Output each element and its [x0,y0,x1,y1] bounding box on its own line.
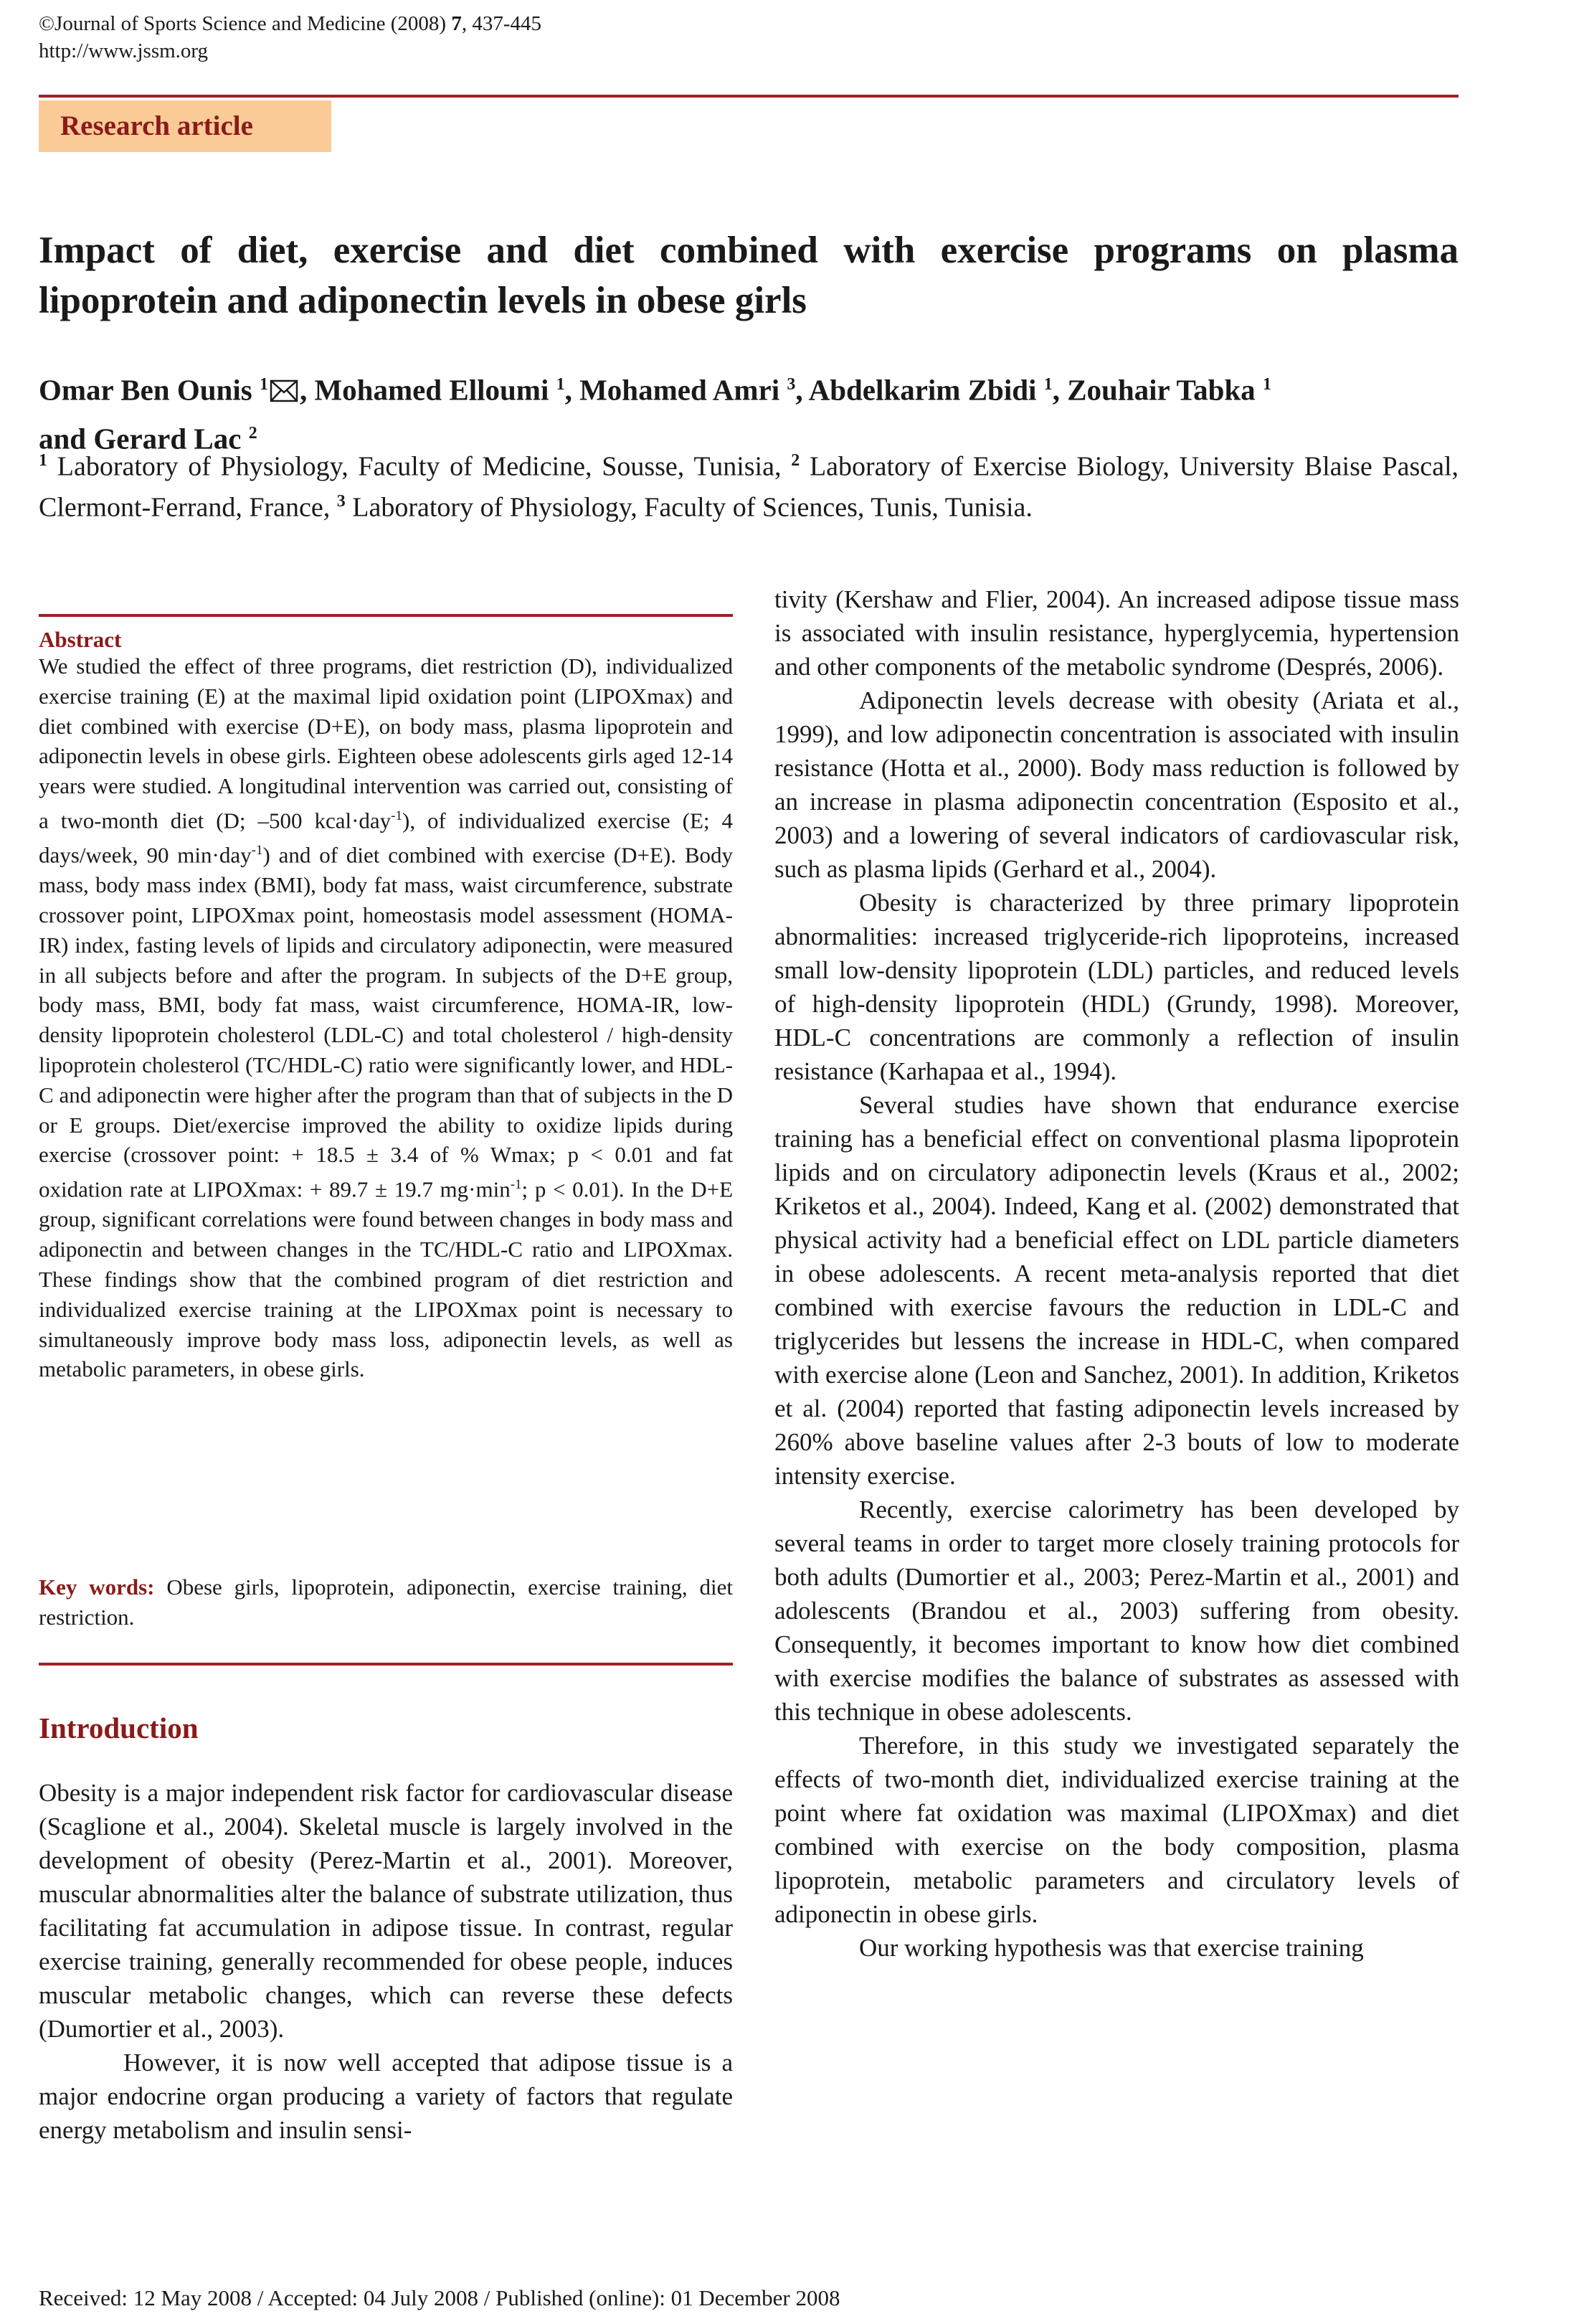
author-affiliation-mark: 3 [787,375,796,394]
paragraph: Several studies have shown that endurance exercise training has a beneficial effect on conventional plasma lipoprotein lipids and on circulatory adiponectin levels (Kraus et al., 2002; Kriketos et al., 2004). Indeed, Kang et al. (2002) demonstrated that physical activity had a beneficial effect on LDL particle diameters in obese adolescents. A recent meta-analysis reported that diet combined with exercise favours the reduction in LDL-C and triglycerides but lessens the increase in HDL-C, when compared with exercise alone (Leon and Sanchez, 2001). In addition, Kriketos et al. (2004) reported that fasting adiponectin levels increased by 260% above baseline values after 2-3 bouts of low to moderate intensity exercise. [774,1091,1459,1490]
author-name: Mohamed Elloumi [314,373,549,407]
author-affiliation-mark: 1 [1262,375,1271,394]
paragraph: Obesity is a major independent risk factor for cardiovascular disease (Scaglione et al., 2004). Skeletal muscle is largely involved in the development of obesity (Perez-Martin et al., 2001). Moreover, muscular abnormalities alter the balance of substrate utilization, thus facilitating fat accumulation in adipose tissue. In contrast, regular exercise training, generally recommended for obese people, induces muscular metabolic changes, which can reverse these defects (Dumortier et al., 2003). [39,1779,733,2043]
paragraph: Recently, exercise calorimetry has been developed by several teams in order to target more closely training protocols for both adults (Dumortier et al., 2003; Perez-Martin et al., 2001) and adolescents (Brandou et al., 2003) suffering from obesity. Consequently, it becomes important to know how diet combined with exercise modifies the balance of substrates as assessed with this technique in obese adolescents. [774,1496,1459,1726]
authors-joiner: and [39,422,87,455]
author-name: Omar Ben Ounis [39,373,252,407]
paragraph: Adiponectin levels decrease with obesity (Ariata et al., 1999), and low adiponectin concentration is associated with insulin resistance (Hotta et al., 2000). Body mass reduction is followed by an increase in plasma adiponectin concentration (Esposito et al., 2003) and a lowering of several indicators of cardiovascular risk, such as plasma lipids (Gerhard et al., 2004). [774,686,1459,883]
paragraph-continuation: tivity (Kershaw and Flier, 2004). An increased adipose tissue mass is associated with insulin resistance, hyperglycemia, hypertension and other components of the metabolic syndrome (Després, 2006). [774,585,1459,681]
introduction-heading: Introduction [39,1711,199,1744]
abstract-top-rule [39,614,733,617]
author-affiliation-mark: 1 [1043,375,1053,394]
journal-url[interactable]: http://www.jssm.org [39,39,209,62]
keywords [39,1572,733,1633]
author-name: Zouhair Tabka [1067,373,1256,407]
affiliation-mark: 2 [791,451,800,470]
journal-header [39,10,541,65]
publication-dates: Received: 12 May 2008 / Accepted: 04 July 2008 / Published (online): 01 December 2008 [39,2285,840,2310]
left-column-body [39,1776,733,2147]
author-list: Omar Ben Ounis $^1$ , Mohamed Elloumi $^1$, Mohamed Amri $^3$, Abdelkarim Zbidi $^1$, Zouhair Tabka $^1$ and Gerard Lac $^2$ [39,373,1271,455]
paragraph: Obesity is characterized by three primary lipoprotein abnormalities: increased triglyceride-rich lipoproteins, increased small low-density lipoprotein (LDL) particles, and reduced levels of high-density lipoprotein (HDL) (Grundy, 1998). Moreover, HDL-C concentrations are commonly a reflection of insulin resistance (Karhapaa et al., 1994). [774,889,1459,1085]
author-name: Gerard Lac [93,422,242,455]
author-affiliation-mark: 2 [248,423,257,443]
article-type-badge: Research article [39,100,331,152]
author-name: Abdelkarim Zbidi [808,373,1037,407]
author-affiliation-mark: 1 [259,375,268,394]
keywords-text: Obese girls, lipoprotein, adiponectin, exercise training, diet restriction. [39,1574,733,1630]
affiliation-text: Laboratory of Physiology, Faculty of Medicine, Sousse, Tunisia, [57,451,782,482]
abstract-bottom-rule [39,1663,733,1666]
right-column-body [774,582,1459,1965]
affiliation-mark: 3 [336,491,346,511]
paragraph: Therefore, in this study we investigated separately the effects of two-month diet, individualized exercise training at the point where fat oxidation was maximal (LIPOXmax) and diet combined with exercise on the body composition, plasma lipoprotein, metabolic parameters and circulatory levels of adiponectin in obese girls. [774,1732,1459,1928]
journal-citation: ©Journal of Sports Science and Medicine (2008) 7, 437-445 [39,12,541,35]
abstract-body: We studied the effect of three programs, diet restriction (D), individualized exercise training (E) at the maximal lipid oxidation point (LIPOXmax) and diet combined with exercise (D+E), on body mass, plasma lipoprotein and adiponectin levels in obese girls. Eighteen obese adolescents girls aged 12-14 years were studied. A longitudinal intervention was carried out, consisting of a two-month diet (D; –500 kcal·day$^{-1}$), of individualized exercise (E; 4 days/week, 90 min·day$^{-1}$) and of diet combined with exercise (D+E). Body mass, body mass index (BMI), body fat mass, waist circumference, substrate crossover point, LIPOXmax point, homeostasis model assessment (HOMA-IR) index, fasting levels of lipids and circulatory adiponectin, were measured in all subjects before and after the program. In subjects of the D+E group, body mass, BMI, body fat mass, waist circumference, HOMA-IR, low-density lipoprotein cholesterol (LDL-C) and total cholesterol / high-density lipoprotein cholesterol (TC/HDL-C) ratio were significantly lower, and HDL-C and adiponectin were higher after the program than that of subjects in the D or E groups. Diet/exercise improved the ability to oxidize lipids during exercise (crossover point: + 18.5 ± 3.4 of % Wmax; p < 0.01 and fat oxidation rate at LIPOXmax: + 89.7 ± 19.7 $mg\cdot\min^{-1}$; p < 0.01). In the D+E group, significant correlations were found between changes in body mass and adiponectin and between changes in the TC/HDL-C ratio and LIPOXmax. These findings show that the combined program of diet restriction and individualized exercise training at the LIPOXmax point is necessary to simultaneously improve body mass loss, adiponectin levels, as well as metabolic parameters, in obese girls. [39,653,733,1382]
paragraph: However, it is now well accepted that adipose tissue is a major endocrine organ producing a variety of factors that regulate energy metabolism and insulin sensi- [39,2049,733,2144]
email-envelope-icon[interactable] [270,373,298,413]
author-name: Mohamed Amri [579,373,780,407]
author-affiliation-mark: 1 [556,375,565,394]
affiliation-mark: 1 [39,451,47,470]
paragraph: Our working hypothesis was that exercise training [859,1934,1364,1962]
affiliation-text: Laboratory of Physiology, Faculty of Sciences, Tunis, Tunisia. [352,492,1033,523]
affiliation-list [39,443,1459,524]
abstract-heading: Abstract [39,627,122,652]
keywords-label: Key words: [39,1574,155,1600]
journal-pages: , 437-445 [461,12,541,35]
header-divider [39,95,1459,98]
affiliation-text: Laboratory of Exercise Biology, University Blaise Pascal, Clermont-Ferrand, France, [39,451,1459,523]
article-title: Impact of diet, exercise and diet combined with exercise programs on plasma lipoprotein and adiponectin levels in obese girls [39,230,1459,321]
journal-volume: 7 [451,12,462,35]
